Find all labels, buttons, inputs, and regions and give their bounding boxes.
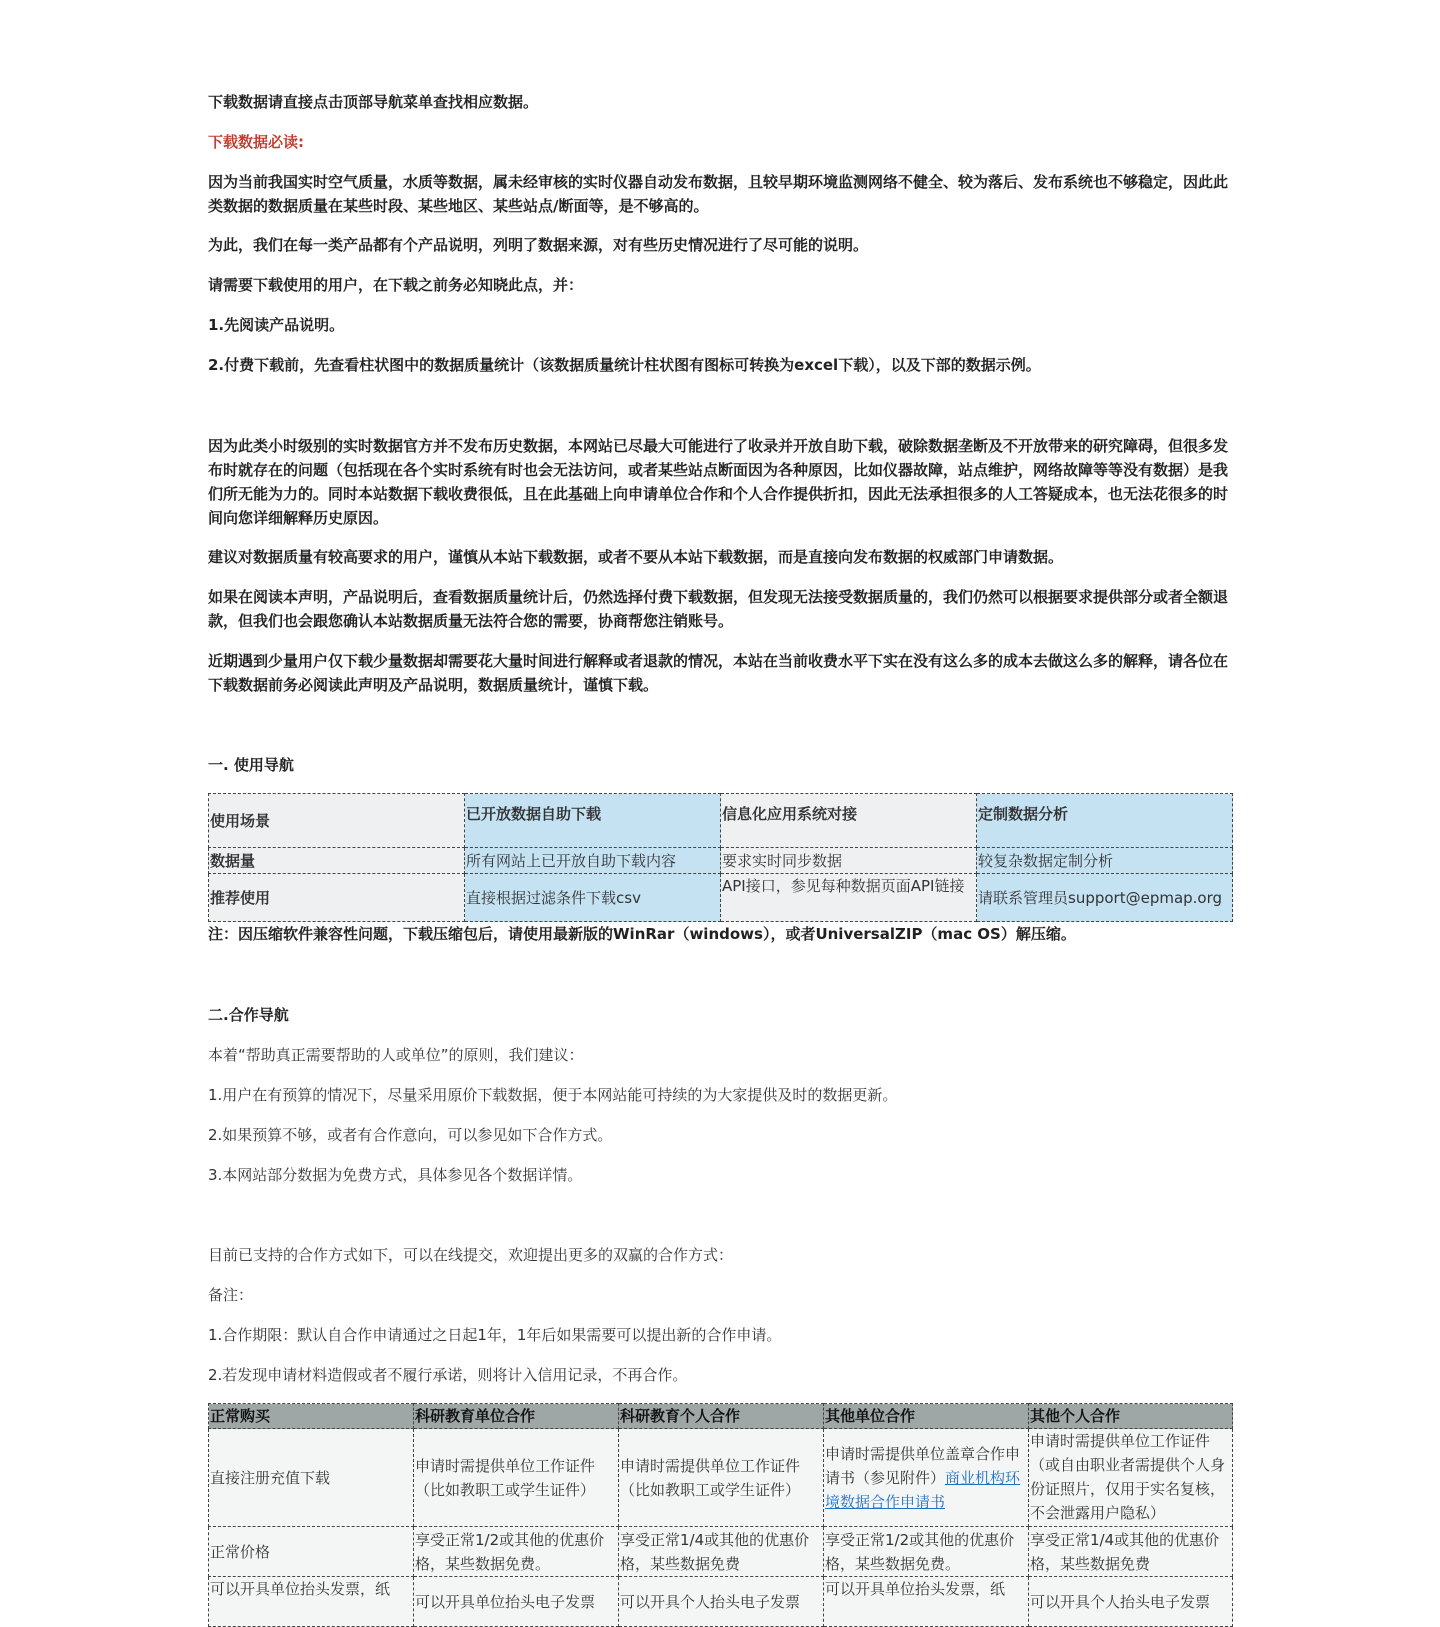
table-header-cell: 科研教育个人合作	[619, 1404, 824, 1429]
table-cell: 可以开具个人抬头电子发票	[619, 1577, 824, 1627]
table-cell: 正常价格	[209, 1527, 414, 1577]
table-cell: 申请时需提供单位工作证件（比如教职工或学生证件）	[619, 1429, 824, 1527]
notice-paragraph: 因为当前我国实时空气质量，水质等数据，属未经审核的实时仪器自动发布数据，且较早期环境监测网络不健全、较为落后、发布系统也不够稳定，因此此类数据的数据质量在某些时段、某些地区、某些站点/断面等，是不够高的。	[208, 173, 1229, 215]
table-cell: 享受正常1/4或其他的优惠价格，某些数据免费	[1029, 1527, 1233, 1577]
coop-table	[208, 1403, 1233, 1627]
coop-intro: 本着“帮助真正需要帮助的人或单位”的原则，我们建议：	[208, 1046, 584, 1064]
table-header-cell: 其他个人合作	[1029, 1404, 1233, 1429]
table-row	[209, 1429, 1233, 1527]
table-cell: 所有网站上已开放自助下载内容	[465, 848, 721, 874]
table-header-cell: 信息化应用系统对接	[721, 794, 977, 848]
table-cell: 可以开具单位抬头发票，纸	[824, 1577, 1029, 1627]
table-header-cell: 定制数据分析	[977, 794, 1233, 848]
table-cell: 较复杂数据定制分析	[977, 848, 1233, 874]
coop-suggestion: 1.用户在有预算的情况下，尽量采用原价下载数据，便于本网站能可持续的为大家提供及时的数据更新。	[208, 1086, 898, 1104]
coop-nav-heading: 二.合作导航	[208, 1006, 289, 1024]
notice-paragraph: 近期遇到少量用户仅下载少量数据却需要花大量时间进行解释或者退款的情况，本站在当前收费水平下实在没有这么多的成本去做这么多的解释，请各位在下载数据前务必阅读此声明及产品说明，数据质量统计，谨慎下载。	[208, 652, 1229, 694]
table-header-cell: 其他单位合作	[824, 1404, 1029, 1429]
notice-paragraph: 如果在阅读本声明，产品说明后，查看数据质量统计后，仍然选择付费下载数据，但发现无法接受数据质量的，我们仍然可以根据要求提供部分或者全额退款，但我们也会跟您确认本站数据质量无法符合您的需要，协商帮您注销账号。	[208, 588, 1229, 630]
table-cell: 申请时需提供单位工作证件（或自由职业者需提供个人身份证照片，仅用于实名复核，不会泄露用户隐私）	[1029, 1429, 1233, 1527]
notice-paragraph: 1.先阅读产品说明。	[208, 316, 345, 334]
table-header-cell: 科研教育单位合作	[414, 1404, 619, 1429]
table-cell: 可以开具单位抬头发票，纸	[209, 1577, 414, 1627]
table-cell: 直接根据过滤条件下载csv	[465, 874, 721, 922]
table-cell: 要求实时同步数据	[721, 848, 977, 874]
table-header-row	[209, 1404, 1233, 1429]
notice-line: 下载数据请直接点击顶部导航菜单查找相应数据。	[208, 93, 539, 111]
table-cell: 享受正常1/4或其他的优惠价格，某些数据免费	[619, 1527, 824, 1577]
table-row	[209, 1527, 1233, 1577]
notice-paragraph: 请需要下载使用的用户，在下载之前务必知晓此点，并：	[208, 276, 584, 294]
table-cell: 直接注册充值下载	[209, 1429, 414, 1527]
coop-suggestion: 3.本网站部分数据为免费方式，具体参见各个数据详情。	[208, 1166, 583, 1184]
remark-label: 备注：	[208, 1286, 254, 1304]
row-label: 推荐使用	[209, 874, 465, 922]
table-cell: API接口，参见每种数据页面API链接	[721, 874, 977, 922]
table-cell: 享受正常1/2或其他的优惠价格，某些数据免费。	[414, 1527, 619, 1577]
table-cell: 享受正常1/2或其他的优惠价格，某些数据免费。	[824, 1527, 1029, 1577]
usage-nav-note: 注：因压缩软件兼容性问题，下载压缩包后，请使用最新版的WinRar（windows），或者UniversalZIP（mac OS）解压缩。	[208, 925, 1076, 943]
application-form-link[interactable]: 商业机构环境数据合作申请书	[825, 1468, 1021, 1511]
table-cell: 可以开具单位抬头电子发票	[414, 1577, 619, 1627]
cell-text: 申请时需提供单位盖章合作申请书（参见附件）	[825, 1444, 1021, 1487]
row-label: 数据量	[209, 848, 465, 874]
table-header-cell: 使用场景	[209, 794, 465, 848]
table-cell: 可以开具个人抬头电子发票	[1029, 1577, 1233, 1627]
table-row	[209, 848, 1233, 874]
table-row	[209, 1577, 1233, 1627]
table-header-cell: 正常购买	[209, 1404, 414, 1429]
coop-support-text: 目前已支持的合作方式如下，可以在线提交，欢迎提出更多的双赢的合作方式：	[208, 1246, 734, 1264]
remark-item: 1.合作期限：默认自合作申请通过之日起1年，1年后如果需要可以提出新的合作申请。	[208, 1326, 782, 1344]
coop-suggestion: 2.如果预算不够，或者有合作意向，可以参见如下合作方式。	[208, 1126, 613, 1144]
notice-paragraph: 为此，我们在每一类产品都有个产品说明，列明了数据来源，对有些历史情况进行了尽可能的说明。	[208, 236, 869, 254]
table-cell	[824, 1429, 1029, 1527]
notice-paragraph: 建议对数据质量有较高要求的用户，谨慎从本站下载数据，或者不要从本站下载数据，而是直接向发布数据的权威部门申请数据。	[208, 548, 1064, 566]
table-header-cell: 已开放数据自助下载	[465, 794, 721, 848]
table-row	[209, 874, 1233, 922]
notice-paragraph: 2.付费下载前，先查看柱状图中的数据质量统计（该数据质量统计柱状图有图标可转换为excel下载），以及下部的数据示例。	[208, 356, 1041, 374]
usage-nav-heading: 一. 使用导航	[208, 756, 294, 774]
usage-nav-table	[208, 793, 1233, 922]
remark-item: 2.若发现申请材料造假或者不履行承诺，则将计入信用记录，不再合作。	[208, 1366, 688, 1384]
must-read-heading: 下载数据必读:	[208, 133, 304, 151]
notice-paragraph: 因为此类小时级别的实时数据官方并不发布历史数据，本网站已尽最大可能进行了收录并开放自助下载，破除数据垄断及不开放带来的研究障碍，但很多发布时就存在的问题（包括现在各个实时系统有时也会无法访问，或者某些站点断面因为各种原因，比如仪器故障，站点维护，网络故障等等没有数据）是我们所无能为力的。同时本站数据下载收费很低，且在此基础上向申请单位合作和个人合作提供折扣，因此无法承担很多的人工答疑成本，也无法花很多的时间向您详细解释历史原因。	[208, 437, 1229, 527]
table-header-row	[209, 794, 1233, 848]
table-cell: 请联系管理员support@epmap.org	[977, 874, 1233, 922]
table-cell: 申请时需提供单位工作证件（比如教职工或学生证件）	[414, 1429, 619, 1527]
